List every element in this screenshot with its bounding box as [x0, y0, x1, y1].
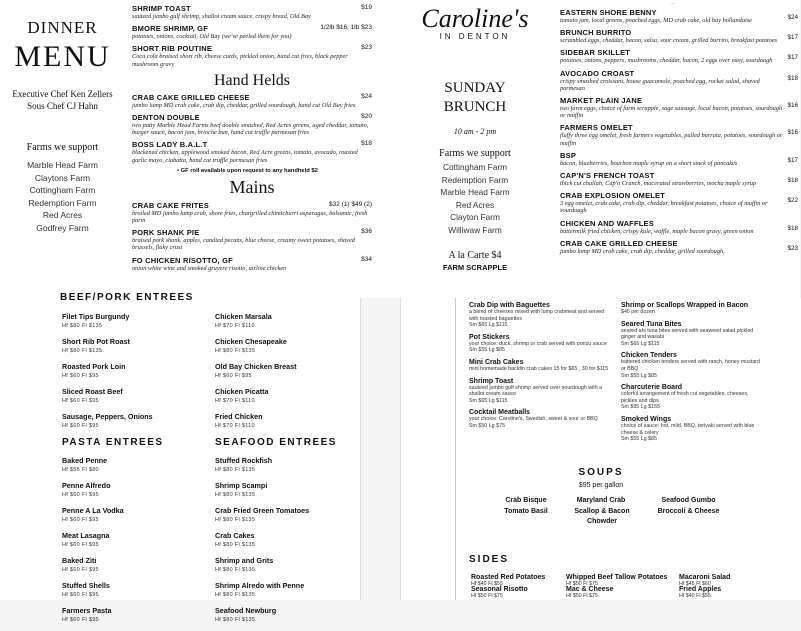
brunch-item-list: [560, 8, 798, 255]
side-item: [471, 586, 528, 600]
item-name: BOSS LADY B.A.L.T: [132, 140, 208, 150]
item-price: Sm $55 Lg $85: [469, 347, 505, 354]
gf-note: • GF roll available upon request to any handheld $2: [177, 167, 318, 174]
item-price: $19: [361, 4, 372, 11]
item-name: Sliced Roast Beef: [62, 387, 123, 396]
farm-item: Cottingham Farm: [442, 162, 508, 172]
item-name: Chicken Marsala: [215, 312, 272, 321]
brunch-item: [560, 191, 798, 215]
catering-item: [215, 456, 355, 473]
brunch-item: [560, 48, 798, 65]
item-description: mini homemade backfin crab cakes 15 for $65 , 30 for $115: [469, 365, 609, 372]
alacarte-item: FARM SCRAPPLE: [442, 263, 508, 272]
item-price: Hf $80 Fl $135: [62, 348, 103, 354]
brunch-item: [560, 8, 798, 24]
item-price: Hf $80 Fl $135: [215, 542, 256, 548]
item-description: jumbo lump MD crab cake, crab dip, cheddar, grilled sourdough,: [560, 247, 725, 255]
item-name: Shrimp and Grits: [215, 556, 274, 565]
catering-item: [215, 506, 355, 523]
item-description: Coca cola braised short rib, cheese curds, pickled onion, hand cut fries, black pepper mushroom gravy: [132, 53, 348, 68]
item-name: CAP'N'S FRENCH TOAST: [560, 171, 655, 181]
item-name: Baked Penne: [62, 456, 108, 465]
item-name: Whipped Beef Tallow Potatoes: [566, 574, 668, 581]
top-note: ...: [670, 0, 675, 6]
item-price: Sm $65 Lg $115: [621, 340, 660, 347]
item-price: Hf $60 Fl $95: [215, 373, 252, 379]
item-name: Smoked Wings: [621, 415, 672, 423]
item-name: SHRIMP TOAST: [132, 4, 191, 13]
item-description: fluffy three egg omelet, fresh farmers vegetables, pulled burrata, potatoes, sourdough or muffin: [560, 132, 783, 147]
item-price: Sm $50 Lg $75: [469, 422, 505, 429]
item-description: your choice: Caroline's, Swedish, sweet & sour or BBQ: [469, 416, 598, 423]
item-price: $24: [361, 92, 372, 100]
item-price: Hf $60 Fl $95: [62, 492, 99, 498]
item-price: Hf $80 Fl $135: [215, 492, 256, 498]
item-price: Hf $45 Fl $60: [679, 581, 711, 587]
farm-item: Clayton Farm: [450, 212, 500, 222]
item-name: Fried Chicken: [215, 412, 263, 421]
item-name: Chicken Chesapeake: [215, 337, 287, 346]
item-description: onion white wine and smoked gruyere risotto, airline chicken: [132, 264, 287, 272]
appetizer-item: [621, 416, 761, 443]
appetizer-item: [621, 352, 761, 379]
item-name: Fried Apples: [679, 586, 722, 593]
soup-item: Seafood Gumbo: [661, 497, 716, 504]
item-description: colorful arrangement of fresh cut vegetables, cheeses, pickles and dips: [621, 391, 749, 404]
catering-entrees-panel: [0, 292, 361, 623]
farm-item: Williwaw Farm: [448, 224, 502, 235]
farm-item: Redemption Farm: [441, 174, 509, 185]
appetizers-panel: [400, 298, 801, 600]
item-name: Crab Fried Green Tomatoes: [215, 506, 310, 515]
chicken-list: [215, 312, 355, 429]
item-name: Charcuterie Board: [621, 384, 683, 392]
item-name: Stuffed Rockfish: [215, 456, 273, 465]
brunch-item: [560, 28, 798, 45]
beef-pork-heading: BEEF/PORK ENTREES: [60, 292, 194, 303]
item-price: Hf $60 Fl $95: [62, 517, 99, 523]
catering-item: [215, 312, 355, 329]
handhelds-heading: Hand Helds: [214, 71, 290, 89]
item-name: Seasonal Risotto: [471, 586, 528, 593]
item-name: MARKET PLAIN JANE: [560, 96, 643, 106]
brunch-title: [400, 79, 550, 117]
item-name: Penne A La Vodka: [62, 506, 124, 515]
catering-item: [215, 481, 355, 498]
menu-item: [132, 228, 372, 251]
item-name: PORK SHANK PIE: [132, 228, 200, 238]
executive-chef: Executive Chef Ken Zellers: [12, 89, 113, 99]
menu-title: MENU: [14, 40, 111, 73]
item-price: Sm $55 Lg $85: [621, 436, 657, 443]
item-price: $18: [787, 177, 798, 185]
item-description: choice of sauce: hot, mild, BBQ, teriyaki served with blue cheese & celery: [621, 422, 755, 436]
catering-item: [62, 337, 202, 354]
item-price: $17: [787, 34, 798, 42]
catering-item: [62, 531, 202, 548]
item-name: CRAB CAKE GRILLED CHEESE: [132, 92, 250, 102]
catering-item: [215, 581, 355, 598]
appetizer-item: [469, 334, 609, 354]
menu-item: [132, 44, 372, 67]
item-name: Shrimp Toast: [469, 377, 514, 385]
item-name: Chicken Tenders: [621, 352, 677, 360]
item-price: Hf $80 Fl $135: [215, 567, 256, 573]
item-description: battered chicken tenders served with ranch, honey mustard or BBQ: [621, 359, 760, 372]
item-name: Mini Crab Cakes: [469, 358, 524, 366]
item-description: two farm eggs, choice of farm scrapple, sage sausage, local bacon, potatoes, sourdough or muffin: [560, 105, 783, 120]
mains-heading: Mains: [229, 176, 275, 197]
seafood-list: [215, 456, 355, 623]
item-price: Hf $50 Fl $75: [566, 593, 598, 599]
brunch-item: [560, 218, 798, 235]
catering-item: [215, 606, 355, 623]
item-price: $17: [787, 54, 798, 62]
soup-item: Scallop & Bacon Chowder: [574, 508, 630, 525]
appetizer-item: [469, 409, 609, 429]
item-name: Seafood Newburg: [215, 606, 277, 615]
appetizer-item: [621, 321, 761, 348]
item-price: Hf $40 Fl $55: [471, 581, 503, 587]
brunch-item: [560, 171, 798, 188]
appetizers-column-left: [469, 302, 609, 435]
item-description: broiled MD jumbo lump crab, shore fries, chargrilled chimichurri asparagus, balsamic, fresh parm: [132, 209, 368, 225]
item-price: $32 (1) $49 (2): [329, 200, 372, 208]
item-name: DENTON DOUBLE: [132, 113, 200, 123]
item-description: a blend of cheeses mixed with lump crabmeat and served with toasted baguettes: [469, 309, 605, 322]
menu-item: [132, 140, 372, 163]
farms-list: [0, 159, 125, 234]
dinner-title: DINNER: [27, 18, 98, 37]
menu-item: [132, 256, 372, 272]
brunch-item: [560, 238, 798, 255]
catering-column-right: [215, 312, 355, 631]
brunch-item: [560, 68, 798, 92]
catering-item: [62, 556, 202, 573]
item-price: Hf $70 Fl $110: [215, 398, 255, 404]
soup-item: Crab Bisque: [505, 497, 547, 504]
item-price: Hf $70 Fl $110: [215, 323, 255, 329]
item-name: Shrimp Scampi: [215, 481, 268, 490]
item-price: $16: [787, 129, 798, 137]
item-name: Chicken Picatta: [215, 387, 269, 396]
item-name: Farmers Pasta: [62, 606, 112, 615]
catering-item: [215, 556, 355, 573]
item-price: $18: [361, 140, 372, 148]
catering-column-left: [62, 312, 202, 631]
brunch-item: [560, 96, 798, 120]
carolines-logo: Caroline's: [421, 4, 529, 33]
item-price: Hf $50 Fl $75: [566, 581, 598, 587]
dinner-menu-panel: [0, 0, 400, 298]
brunch-title-line-2: BRUNCH: [443, 99, 507, 115]
farms-heading: Farms we support: [439, 148, 511, 159]
item-name: Old Bay Chicken Breast: [215, 362, 297, 371]
appetizer-item: [469, 302, 609, 329]
item-price: Hf $80 Fl $135: [215, 467, 256, 473]
brunch-hours: 10 am - 2 pm: [453, 127, 497, 136]
catering-item: [62, 312, 202, 329]
brunch-item: [560, 123, 798, 147]
item-name: Baked Ziti: [62, 556, 97, 565]
menu-item: [132, 93, 372, 109]
item-name: Macaroni Salad: [679, 574, 731, 581]
item-name: Cocktail Meatballs: [469, 409, 531, 417]
side-item: [679, 586, 721, 600]
item-price: Hf $60 Fl $95: [62, 567, 99, 573]
catering-item: [215, 387, 355, 404]
item-name: CRAB CAKE FRITES: [132, 200, 209, 210]
divider-line: [455, 298, 456, 600]
menu-item: [132, 201, 372, 224]
item-price: $22: [787, 197, 798, 205]
item-name: Penne Alfredo: [62, 481, 111, 490]
item-name: FARMERS OMELET: [560, 123, 633, 133]
menu-item: [132, 113, 372, 136]
catering-item: [62, 581, 202, 598]
farms-list: [400, 161, 550, 236]
item-description: crispy smashed croissant, house guacamole, poached egg, rocket salad, shaved parmesan: [560, 77, 760, 92]
item-name: Crab Cakes: [215, 531, 255, 540]
soup-item: Tomato Basil: [504, 508, 548, 515]
catering-item: [215, 337, 355, 354]
pasta-heading: PASTA ENTREES: [62, 437, 164, 448]
item-description: tomato jam, local greens, poached eggs, MD crab cake, old bay hollandaise: [560, 17, 752, 24]
sides-heading: SIDES: [469, 554, 510, 565]
item-name: Sausage, Peppers, Onions: [62, 412, 153, 421]
appetizers-column-right: [621, 302, 761, 448]
item-name: CRAB CAKE GRILLED CHEESE: [560, 238, 678, 248]
item-price: Hf $60 Fl $95: [62, 592, 99, 598]
seafood-heading: SEAFOOD ENTREES: [215, 437, 337, 448]
item-description: seared ahi tuna bites served with seaweed salad,pickled ginger and wasabi: [621, 327, 754, 341]
appetizer-item: [621, 384, 761, 411]
item-name: Meat Lasagna: [62, 531, 110, 540]
item-name: BSP: [560, 150, 577, 160]
item-description: buttermilk fried chicken, crispy kale, waffle, maple bacon gravy, green onion: [560, 227, 754, 235]
gf-note-text: GF roll available upon request to any handheld $2: [180, 167, 318, 174]
catering-item: [62, 412, 202, 429]
farm-item: Marble Head Farm: [27, 160, 98, 170]
catering-item: [62, 362, 202, 379]
item-description: sauteed jumbo gulf shrimp served over sourdough with a shallot cream sauce: [469, 384, 603, 398]
item-description: bacon, blueberries, bourbon maple syrup on a short stack of pancakes: [560, 159, 738, 167]
farm-item: Godfrey Farm: [36, 222, 89, 233]
catering-item: [62, 606, 202, 623]
beef-pork-list: [62, 312, 202, 429]
soups-heading: SOUPS: [578, 467, 624, 478]
item-price: Hf $55 Fl $80: [62, 467, 99, 473]
item-price: Hf $40 Fl $55: [679, 593, 711, 599]
item-description: $45 per dozen: [621, 309, 655, 315]
item-name: Shrimp or Scallops Wrapped in Bacon: [621, 302, 749, 309]
menu-item: [132, 24, 372, 40]
item-price: Hf $80 Fl $135: [215, 617, 256, 623]
catering-item: [215, 412, 355, 429]
item-price: Hf $80 Fl $135: [215, 517, 256, 523]
item-description: potatoes, onions, peppers, mushrooms, cheddar, bacon, 2 eggs over easy, sourdough: [560, 57, 773, 65]
item-name: Shrimp Alredo with Penne: [215, 581, 305, 590]
farm-item: Red Acres: [42, 210, 83, 220]
item-price: $36: [361, 228, 372, 236]
sous-chef: Sous Chef CJ Hahn: [27, 101, 98, 111]
farms-heading: Farms we support: [26, 142, 99, 153]
item-price: Sm $55 Lg $85: [621, 372, 657, 379]
item-description: sauteed jumbo gulf shrimp, shallot cream sauce, crispy bread, Old Bay: [132, 13, 311, 20]
item-description: potatoes, onions, cocktail, Old Bay (we've peeled them for you): [132, 33, 292, 41]
item-price: $18: [787, 224, 798, 232]
side-item: [566, 586, 613, 600]
item-price: $34: [361, 255, 372, 263]
catering-item: [215, 531, 355, 548]
item-name: Crab Dip with Baguettes: [469, 302, 550, 309]
soups-price: $95 per gallon: [578, 482, 624, 489]
item-description: blackened chicken, applewood smoked bacon, Red Acre greens, tomato, avocado, roasted garlic mayo, ciabatta, hand cut truffle parmesan fries: [132, 149, 358, 164]
item-description: 3 egg omelet, crab cake, crab dip, cheddar, breakfast potatoes, choice of muffin or sourdough: [560, 200, 768, 215]
soup-item: Broccoli & Cheese: [657, 508, 720, 515]
item-price: Hf $80 Fl $135: [215, 348, 256, 354]
dinner-menu-items: [132, 4, 372, 276]
item-price: $24: [787, 14, 798, 21]
brunch-sidebar: [400, 0, 550, 272]
item-name: Roasted Red Potatoes: [471, 574, 546, 581]
chef-credits: [0, 88, 125, 112]
item-name: Stuffed Shells: [62, 581, 110, 590]
catering-item: [62, 456, 202, 473]
item-price: Hf $80 Fl $135: [215, 592, 256, 598]
item-name: BMORE SHRIMP, GF: [132, 24, 208, 34]
item-price: $16: [787, 102, 798, 110]
item-price: 1/2lb $16, 1lb $23: [320, 24, 372, 32]
item-description: braised pork shank, apples, candied pecans, blue cheese, creamy sweet potatoes, shaved brussels, flaky crust: [132, 237, 355, 252]
catering-item: [215, 362, 355, 379]
catering-item: [62, 481, 202, 498]
item-name: Pot Stickers: [469, 333, 510, 341]
item-description: two patty Marble Head Farms beef double smashed, Red Acres greens, aged cheddar, tomato, burger sauce, bacon jam, brioche bun, hand cut truffle parmesan fries: [132, 122, 369, 137]
item-name: FO CHICKEN RISOTTO, GF: [132, 255, 233, 265]
item-price: $23: [361, 44, 372, 52]
brunch-item: [560, 150, 798, 167]
item-name: Short Rib Pot Roast: [62, 337, 130, 346]
farm-item: Red Acres: [455, 199, 495, 210]
item-name: AVOCADO CROAST: [560, 68, 635, 78]
item-name: Seared Tuna Bites: [621, 320, 682, 328]
item-name: CHICKEN AND WAFFLES: [560, 218, 654, 228]
brunch-items: [560, 0, 798, 259]
farm-item: Marble Head Farm: [440, 187, 510, 197]
item-price: $20: [361, 113, 372, 121]
appetizer-item: [469, 359, 609, 373]
item-name: Filet Tips Burgundy: [62, 312, 130, 321]
menu-item: [132, 4, 372, 20]
catering-item: [62, 387, 202, 404]
item-price: Hf $60 Fl $95: [62, 617, 99, 623]
item-price: Hf $60 Fl $95: [62, 373, 99, 379]
item-price: $18: [787, 74, 798, 82]
item-price: Hf $80 Fl $135: [62, 323, 103, 329]
item-price: Sm $95 Lg $155: [621, 404, 660, 411]
item-name: SIDEBAR SKILLET: [560, 48, 631, 58]
item-name: Roasted Pork Loin: [62, 362, 126, 371]
item-name: BRUNCH BURRITO: [560, 28, 632, 38]
item-name: CRAB EXPLOSION OMELET: [560, 191, 666, 201]
item-price: Sm $65 Lg $115: [469, 322, 508, 329]
item-price: Hf $60 Fl $95: [62, 542, 99, 548]
item-name: SHORT RIB POUTINE: [132, 44, 213, 54]
item-price: Sm $65 Lg $115: [469, 397, 508, 404]
farm-item: Cottingham Farm: [29, 185, 96, 195]
item-description: scrambled eggs, cheddar, bacon, salsa, sour cream, grilled burrito, breakfast potatoes: [560, 37, 778, 45]
catering-item: [62, 506, 202, 523]
pasta-list: [62, 456, 202, 623]
appetizer-item: [469, 378, 609, 405]
item-description: jumbo lump MD crab cake, crab dip, cheddar, grilled sourdough, hand cut Old Bay fries: [132, 101, 356, 109]
brunch-menu-panel: [400, 0, 800, 298]
brunch-title-line-1: SUNDAY: [444, 80, 506, 96]
item-price: $17: [787, 156, 798, 164]
item-price: Hf $50 Fl $75: [471, 593, 503, 599]
item-name: Mac & Cheese: [566, 586, 614, 593]
item-description: thick cut challah, Cap'n Crunch, macerated strawberries, mocha maple syrup: [560, 180, 757, 188]
item-description: your choice: duck, shrimp or crab served with ponzu sauce: [469, 340, 607, 347]
dinner-menu-sidebar: [0, 0, 125, 298]
item-price: Hf $70 Fl $110: [215, 423, 255, 429]
alacarte-heading: A la Carte $4: [448, 250, 502, 261]
soup-item: Maryland Crab: [576, 497, 626, 504]
item-price: Hf $60 Fl $95: [62, 398, 99, 404]
appetizer-item: [621, 302, 761, 316]
farm-item: Claytons Farm: [34, 172, 91, 183]
item-name: EASTERN SHORE BENNY: [560, 8, 657, 17]
farm-item: Redemption Farm: [28, 197, 97, 208]
item-price: Hf $60 Fl $95: [62, 423, 99, 429]
logo-subtitle: IN DENTON: [439, 32, 511, 41]
item-price: $23: [787, 244, 798, 252]
